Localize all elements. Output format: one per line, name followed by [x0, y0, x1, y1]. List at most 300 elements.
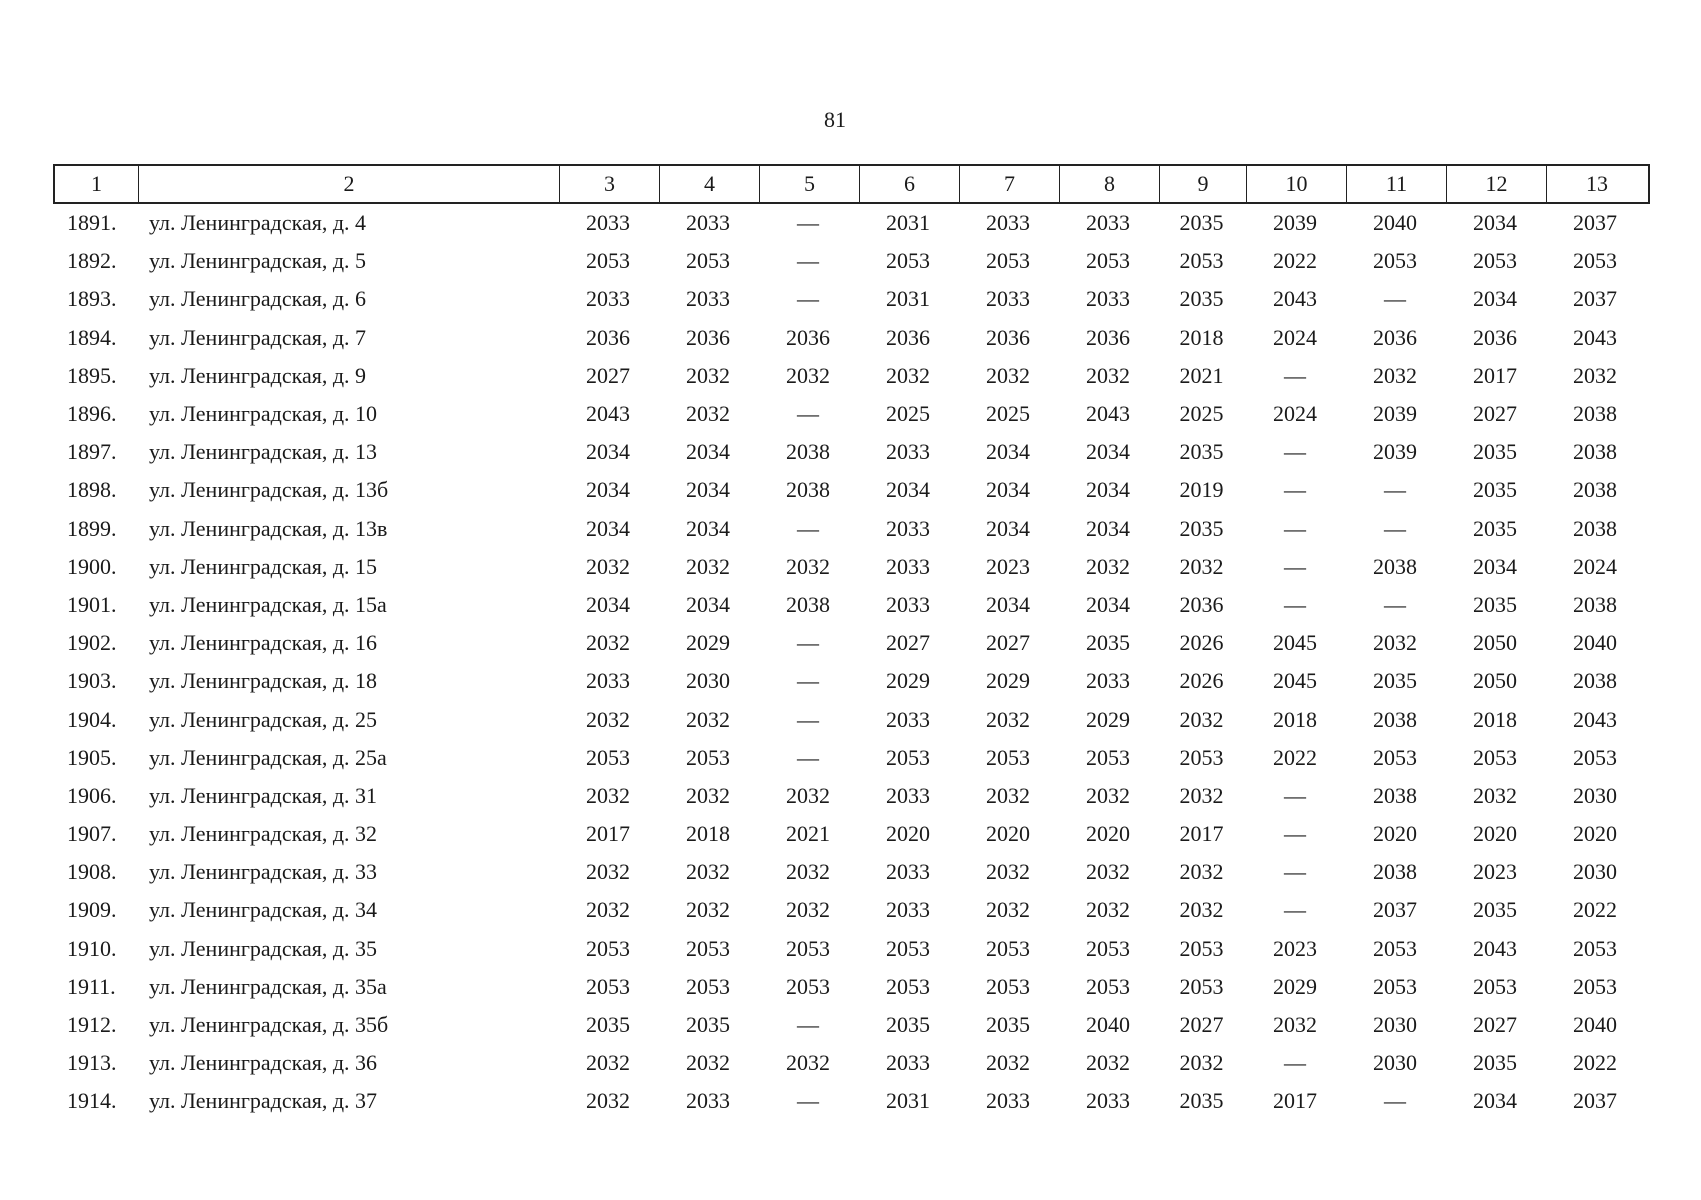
cell-col-11: 2030 [1373, 1012, 1417, 1038]
cell-col-3: 2043 [586, 401, 630, 427]
cell-col-4: 2032 [686, 859, 730, 885]
table-row [53, 662, 1650, 700]
cell-col-13: 2043 [1573, 324, 1617, 350]
cell-col-4: 2030 [686, 668, 730, 694]
cell-col-10: 2024 [1273, 401, 1317, 427]
row-address: ул. Ленинградская, д. 13 [149, 439, 378, 465]
cell-col-5: 2032 [786, 362, 830, 388]
cell-col-9: 2035 [1179, 286, 1224, 312]
cell-col-9: 2035 [1179, 210, 1224, 236]
cell-col-11: — [1384, 286, 1406, 312]
cell-col-6: 2033 [886, 897, 930, 923]
cell-col-12: 2053 [1473, 744, 1517, 770]
cell-col-7: 2053 [986, 248, 1030, 274]
cell-col-12: 2050 [1473, 668, 1517, 694]
cell-col-10: — [1284, 821, 1306, 847]
cell-col-6: 2034 [886, 477, 930, 503]
cell-col-5: — [797, 248, 819, 274]
cell-col-6: 2053 [886, 744, 930, 770]
cell-col-4: 2032 [686, 897, 730, 923]
cell-col-8: 2033 [1086, 668, 1130, 694]
cell-col-5: 2032 [786, 553, 830, 579]
cell-col-13: 2030 [1573, 859, 1617, 885]
cell-col-11: 2038 [1373, 706, 1417, 732]
cell-col-3: 2053 [586, 744, 630, 770]
cell-col-10: 2018 [1273, 706, 1317, 732]
cell-col-11: 2038 [1373, 859, 1417, 885]
cell-col-10: — [1284, 439, 1306, 465]
cell-col-12: 2035 [1473, 1050, 1517, 1076]
cell-col-10: 2017 [1273, 1088, 1317, 1114]
cell-col-9: 2032 [1179, 1050, 1224, 1076]
cell-col-12: 2018 [1473, 706, 1517, 732]
table-row [53, 1082, 1650, 1120]
cell-col-10: 2022 [1273, 744, 1317, 770]
cell-col-4: 2018 [686, 821, 730, 847]
row-address: ул. Ленинградская, д. 25 [149, 706, 378, 732]
cell-col-6: 2033 [886, 591, 930, 617]
cell-col-9: 2035 [1179, 515, 1224, 541]
cell-col-6: 2033 [886, 1050, 930, 1076]
cell-col-6: 2033 [886, 515, 930, 541]
cell-col-9: 2032 [1179, 859, 1224, 885]
row-address: ул. Ленинградская, д. 5 [149, 248, 367, 274]
cell-col-4: 2053 [686, 248, 730, 274]
cell-col-13: 2020 [1573, 821, 1617, 847]
cell-col-8: 2029 [1086, 706, 1130, 732]
header-col-8: 8 [1060, 166, 1160, 202]
cell-col-7: 2032 [986, 782, 1030, 808]
cell-col-13: 2038 [1573, 439, 1617, 465]
cell-col-10: — [1284, 1050, 1306, 1076]
header-col-5: 5 [760, 166, 860, 202]
cell-col-7: 2032 [986, 362, 1030, 388]
cell-col-10: — [1284, 477, 1306, 503]
cell-col-10: 2045 [1273, 668, 1317, 694]
cell-col-12: 2035 [1473, 439, 1517, 465]
cell-col-8: 2053 [1086, 744, 1130, 770]
cell-col-8: 2033 [1086, 1088, 1130, 1114]
cell-col-13: 2038 [1573, 668, 1617, 694]
table-body [53, 204, 1650, 1121]
cell-col-7: 2029 [986, 668, 1030, 694]
table-row [53, 395, 1650, 433]
cell-col-4: 2036 [686, 324, 730, 350]
cell-col-8: 2032 [1086, 859, 1130, 885]
cell-col-4: 2032 [686, 401, 730, 427]
cell-col-6: 2027 [886, 630, 930, 656]
cell-col-10: 2029 [1273, 973, 1317, 999]
cell-col-3: 2032 [586, 782, 630, 808]
header-col-11: 11 [1347, 166, 1447, 202]
cell-col-10: — [1284, 553, 1306, 579]
cell-col-6: 2033 [886, 859, 930, 885]
cell-col-12: 2053 [1473, 973, 1517, 999]
table-row [53, 319, 1650, 357]
cell-col-8: 2032 [1086, 897, 1130, 923]
cell-col-8: 2032 [1086, 782, 1130, 808]
row-number: 1897. [67, 439, 117, 465]
cell-col-5: — [797, 706, 819, 732]
cell-col-12: 2035 [1473, 897, 1517, 923]
cell-col-6: 2036 [886, 324, 930, 350]
header-col-4: 4 [660, 166, 760, 202]
cell-col-5: 2038 [786, 439, 830, 465]
cell-col-5: — [797, 744, 819, 770]
cell-col-9: 2036 [1179, 591, 1224, 617]
cell-col-7: 2032 [986, 897, 1030, 923]
cell-col-9: 2035 [1179, 439, 1224, 465]
cell-col-11: 2032 [1373, 362, 1417, 388]
cell-col-10: 2024 [1273, 324, 1317, 350]
cell-col-13: 2037 [1573, 210, 1617, 236]
cell-col-11: — [1384, 515, 1406, 541]
cell-col-9: 2032 [1179, 553, 1224, 579]
cell-col-13: 2053 [1573, 935, 1617, 961]
table-header [53, 164, 1650, 204]
row-number: 1911. [67, 973, 116, 999]
cell-col-5: — [797, 210, 819, 236]
cell-col-9: 2053 [1179, 744, 1224, 770]
cell-col-5: — [797, 630, 819, 656]
cell-col-8: 2033 [1086, 286, 1130, 312]
cell-col-5: 2053 [786, 935, 830, 961]
cell-col-13: 2038 [1573, 591, 1617, 617]
header-col-13: 13 [1586, 171, 1608, 196]
cell-col-3: 2033 [586, 668, 630, 694]
cell-col-8: 2032 [1086, 362, 1130, 388]
table-row [53, 357, 1650, 395]
cell-col-7: 2020 [986, 821, 1030, 847]
cell-col-4: 2034 [686, 477, 730, 503]
table-row [53, 930, 1650, 968]
cell-col-6: 2025 [886, 401, 930, 427]
row-number: 1899. [67, 515, 117, 541]
cell-col-3: 2032 [586, 706, 630, 732]
row-number: 1892. [67, 248, 117, 274]
cell-col-10: — [1284, 362, 1306, 388]
header-col-2: 2 [139, 166, 560, 202]
row-number: 1909. [67, 897, 117, 923]
row-number: 1913. [67, 1050, 117, 1076]
row-number: 1900. [67, 553, 117, 579]
cell-col-4: 2053 [686, 744, 730, 770]
cell-col-10: 2032 [1273, 1012, 1317, 1038]
cell-col-8: 2036 [1086, 324, 1130, 350]
cell-col-13: 2053 [1573, 744, 1617, 770]
cell-col-7: 2035 [986, 1012, 1030, 1038]
cell-col-3: 2034 [586, 439, 630, 465]
cell-col-11: 2040 [1373, 210, 1417, 236]
cell-col-7: 2036 [986, 324, 1030, 350]
row-address: ул. Ленинградская, д. 34 [149, 897, 378, 923]
cell-col-6: 2031 [886, 1088, 930, 1114]
cell-col-6: 2020 [886, 821, 930, 847]
cell-col-6: 2033 [886, 553, 930, 579]
cell-col-12: 2020 [1473, 821, 1517, 847]
cell-col-12: 2023 [1473, 859, 1517, 885]
cell-col-11: 2036 [1373, 324, 1417, 350]
row-address: ул. Ленинградская, д. 10 [149, 401, 378, 427]
cell-col-6: 2053 [886, 248, 930, 274]
row-address: ул. Ленинградская, д. 32 [149, 821, 378, 847]
row-address: ул. Ленинградская, д. 7 [149, 324, 367, 350]
cell-col-7: 2033 [986, 1088, 1030, 1114]
cell-col-7: 2025 [986, 401, 1030, 427]
row-address: ул. Ленинградская, д. 33 [149, 859, 378, 885]
cell-col-8: 2020 [1086, 821, 1130, 847]
cell-col-10: — [1284, 591, 1306, 617]
cell-col-4: 2032 [686, 553, 730, 579]
cell-col-13: 2053 [1573, 248, 1617, 274]
cell-col-5: 2053 [786, 973, 830, 999]
cell-col-8: 2034 [1086, 477, 1130, 503]
cell-col-5: 2038 [786, 477, 830, 503]
row-address: ул. Ленинградская, д. 36 [149, 1050, 378, 1076]
row-number: 1906. [67, 782, 117, 808]
row-address: ул. Ленинградская, д. 18 [149, 668, 378, 694]
cell-col-13: 2040 [1573, 630, 1617, 656]
table-row [53, 891, 1650, 929]
cell-col-5: — [797, 286, 819, 312]
cell-col-10: 2023 [1273, 935, 1317, 961]
cell-col-9: 2027 [1179, 1012, 1224, 1038]
cell-col-9: 2035 [1179, 1088, 1224, 1114]
row-address: ул. Ленинградская, д. 35б [149, 1012, 389, 1038]
table-row [53, 853, 1650, 891]
cell-col-10: 2039 [1273, 210, 1317, 236]
cell-col-7: 2034 [986, 439, 1030, 465]
cell-col-13: 2053 [1573, 973, 1617, 999]
row-address: ул. Ленинградская, д. 9 [149, 362, 367, 388]
cell-col-6: 2031 [886, 210, 930, 236]
cell-col-3: 2032 [586, 1088, 630, 1114]
row-number: 1893. [67, 286, 117, 312]
cell-col-7: 2034 [986, 477, 1030, 503]
cell-col-3: 2032 [586, 897, 630, 923]
row-address: ул. Ленинградская, д. 13в [149, 515, 388, 541]
cell-col-11: 2020 [1373, 821, 1417, 847]
table-row [53, 815, 1650, 853]
cell-col-6: 2031 [886, 286, 930, 312]
row-address: ул. Ленинградская, д. 25а [149, 744, 387, 770]
cell-col-13: 2038 [1573, 477, 1617, 503]
cell-col-9: 2026 [1179, 630, 1224, 656]
cell-col-6: 2035 [886, 1012, 930, 1038]
table-row [53, 968, 1650, 1006]
cell-col-13: 2040 [1573, 1012, 1617, 1038]
table-row [53, 433, 1650, 471]
cell-col-13: 2043 [1573, 706, 1617, 732]
row-number: 1896. [67, 401, 117, 427]
cell-col-9: 2032 [1179, 782, 1224, 808]
header-col-3: 3 [560, 166, 660, 202]
cell-col-11: 2053 [1373, 973, 1417, 999]
row-number: 1907. [67, 821, 117, 847]
cell-col-11: 2039 [1373, 401, 1417, 427]
row-number: 1895. [67, 362, 117, 388]
header-col-7: 7 [960, 166, 1060, 202]
cell-col-3: 2033 [586, 286, 630, 312]
cell-col-6: 2029 [886, 668, 930, 694]
cell-col-10: 2022 [1273, 248, 1317, 274]
table-row [53, 280, 1650, 318]
cell-col-12: 2036 [1473, 324, 1517, 350]
header-col-6: 6 [860, 166, 960, 202]
cell-col-4: 2032 [686, 362, 730, 388]
cell-col-7: 2034 [986, 515, 1030, 541]
cell-col-11: 2053 [1373, 248, 1417, 274]
cell-col-8: 2035 [1086, 630, 1130, 656]
cell-col-3: 2035 [586, 1012, 630, 1038]
cell-col-4: 2034 [686, 515, 730, 541]
row-number: 1914. [67, 1088, 117, 1114]
cell-col-11: 2039 [1373, 439, 1417, 465]
table-row [53, 777, 1650, 815]
cell-col-11: 2030 [1373, 1050, 1417, 1076]
cell-col-4: 2032 [686, 782, 730, 808]
cell-col-10: — [1284, 897, 1306, 923]
cell-col-8: 2032 [1086, 553, 1130, 579]
cell-col-5: — [797, 401, 819, 427]
cell-col-4: 2035 [686, 1012, 730, 1038]
cell-col-5: 2038 [786, 591, 830, 617]
cell-col-5: 2032 [786, 782, 830, 808]
cell-col-8: 2040 [1086, 1012, 1130, 1038]
cell-col-10: 2043 [1273, 286, 1317, 312]
cell-col-5: 2021 [786, 821, 830, 847]
cell-col-4: 2033 [686, 1088, 730, 1114]
cell-col-12: 2032 [1473, 782, 1517, 808]
cell-col-11: 2038 [1373, 782, 1417, 808]
cell-col-3: 2034 [586, 591, 630, 617]
cell-col-7: 2034 [986, 591, 1030, 617]
cell-col-12: 2043 [1473, 935, 1517, 961]
table-row [53, 548, 1650, 586]
cell-col-5: 2032 [786, 1050, 830, 1076]
cell-col-3: 2053 [586, 935, 630, 961]
row-number: 1891. [67, 210, 117, 236]
row-number: 1908. [67, 859, 117, 885]
row-address: ул. Ленинградская, д. 13б [149, 477, 389, 503]
cell-col-6: 2053 [886, 973, 930, 999]
cell-col-4: 2032 [686, 706, 730, 732]
row-address: ул. Ленинградская, д. 16 [149, 630, 378, 656]
header-col-10: 10 [1247, 166, 1347, 202]
cell-col-6: 2032 [886, 362, 930, 388]
row-address: ул. Ленинградская, д. 37 [149, 1088, 378, 1114]
cell-col-8: 2032 [1086, 1050, 1130, 1076]
cell-col-3: 2033 [586, 210, 630, 236]
cell-col-4: 2029 [686, 630, 730, 656]
cell-col-3: 2036 [586, 324, 630, 350]
table-row [53, 1006, 1650, 1044]
cell-col-13: 2022 [1573, 1050, 1617, 1076]
cell-col-3: 2032 [586, 553, 630, 579]
cell-col-8: 2053 [1086, 248, 1130, 274]
cell-col-5: 2032 [786, 859, 830, 885]
cell-col-12: 2050 [1473, 630, 1517, 656]
table-row [53, 700, 1650, 738]
table-row [53, 510, 1650, 548]
table-row [53, 471, 1650, 509]
cell-col-5: — [797, 668, 819, 694]
cell-col-11: — [1384, 591, 1406, 617]
cell-col-3: 2027 [586, 362, 630, 388]
cell-col-11: 2053 [1373, 744, 1417, 770]
cell-col-8: 2053 [1086, 935, 1130, 961]
cell-col-3: 2032 [586, 859, 630, 885]
cell-col-7: 2023 [986, 553, 1030, 579]
cell-col-6: 2033 [886, 706, 930, 732]
row-address: ул. Ленинградская, д. 6 [149, 286, 367, 312]
cell-col-5: 2032 [786, 897, 830, 923]
cell-col-13: 2038 [1573, 401, 1617, 427]
cell-col-7: 2033 [986, 286, 1030, 312]
table-row [53, 586, 1650, 624]
cell-col-13: 2024 [1573, 553, 1617, 579]
cell-col-12: 2034 [1473, 553, 1517, 579]
header-col-1: 1 [55, 166, 139, 202]
row-address: ул. Ленинградская, д. 15а [149, 591, 387, 617]
cell-col-4: 2033 [686, 210, 730, 236]
cell-col-4: 2032 [686, 1050, 730, 1076]
row-address: ул. Ленинградская, д. 35а [149, 973, 387, 999]
cell-col-3: 2017 [586, 821, 630, 847]
cell-col-11: 2032 [1373, 630, 1417, 656]
cell-col-12: 2017 [1473, 362, 1517, 388]
table-row [53, 739, 1650, 777]
cell-col-12: 2034 [1473, 210, 1517, 236]
cell-col-7: 2027 [986, 630, 1030, 656]
cell-col-3: 2034 [586, 477, 630, 503]
cell-col-8: 2033 [1086, 210, 1130, 236]
cell-col-6: 2033 [886, 782, 930, 808]
cell-col-12: 2034 [1473, 286, 1517, 312]
cell-col-9: 2017 [1179, 821, 1224, 847]
cell-col-11: — [1384, 1088, 1406, 1114]
cell-col-13: 2032 [1573, 362, 1617, 388]
cell-col-4: 2053 [686, 973, 730, 999]
cell-col-12: 2035 [1473, 515, 1517, 541]
cell-col-12: 2035 [1473, 477, 1517, 503]
cell-col-6: 2053 [886, 935, 930, 961]
cell-col-13: 2037 [1573, 286, 1617, 312]
cell-col-3: 2053 [586, 973, 630, 999]
row-address: ул. Ленинградская, д. 31 [149, 782, 378, 808]
cell-col-3: 2032 [586, 630, 630, 656]
cell-col-7: 2032 [986, 859, 1030, 885]
cell-col-8: 2034 [1086, 439, 1130, 465]
row-number: 1901. [67, 591, 117, 617]
cell-col-9: 2053 [1179, 973, 1224, 999]
cell-col-4: 2034 [686, 439, 730, 465]
row-number: 1903. [67, 668, 117, 694]
cell-col-3: 2032 [586, 1050, 630, 1076]
cell-col-8: 2053 [1086, 973, 1130, 999]
cell-col-11: 2038 [1373, 553, 1417, 579]
cell-col-3: 2053 [586, 248, 630, 274]
cell-col-7: 2032 [986, 706, 1030, 732]
table-row [53, 624, 1650, 662]
row-number: 1894. [67, 324, 117, 350]
cell-col-11: — [1384, 477, 1406, 503]
cell-col-7: 2053 [986, 935, 1030, 961]
row-number: 1902. [67, 630, 117, 656]
cell-col-9: 2032 [1179, 706, 1224, 732]
row-number: 1898. [67, 477, 117, 503]
cell-col-4: 2034 [686, 591, 730, 617]
